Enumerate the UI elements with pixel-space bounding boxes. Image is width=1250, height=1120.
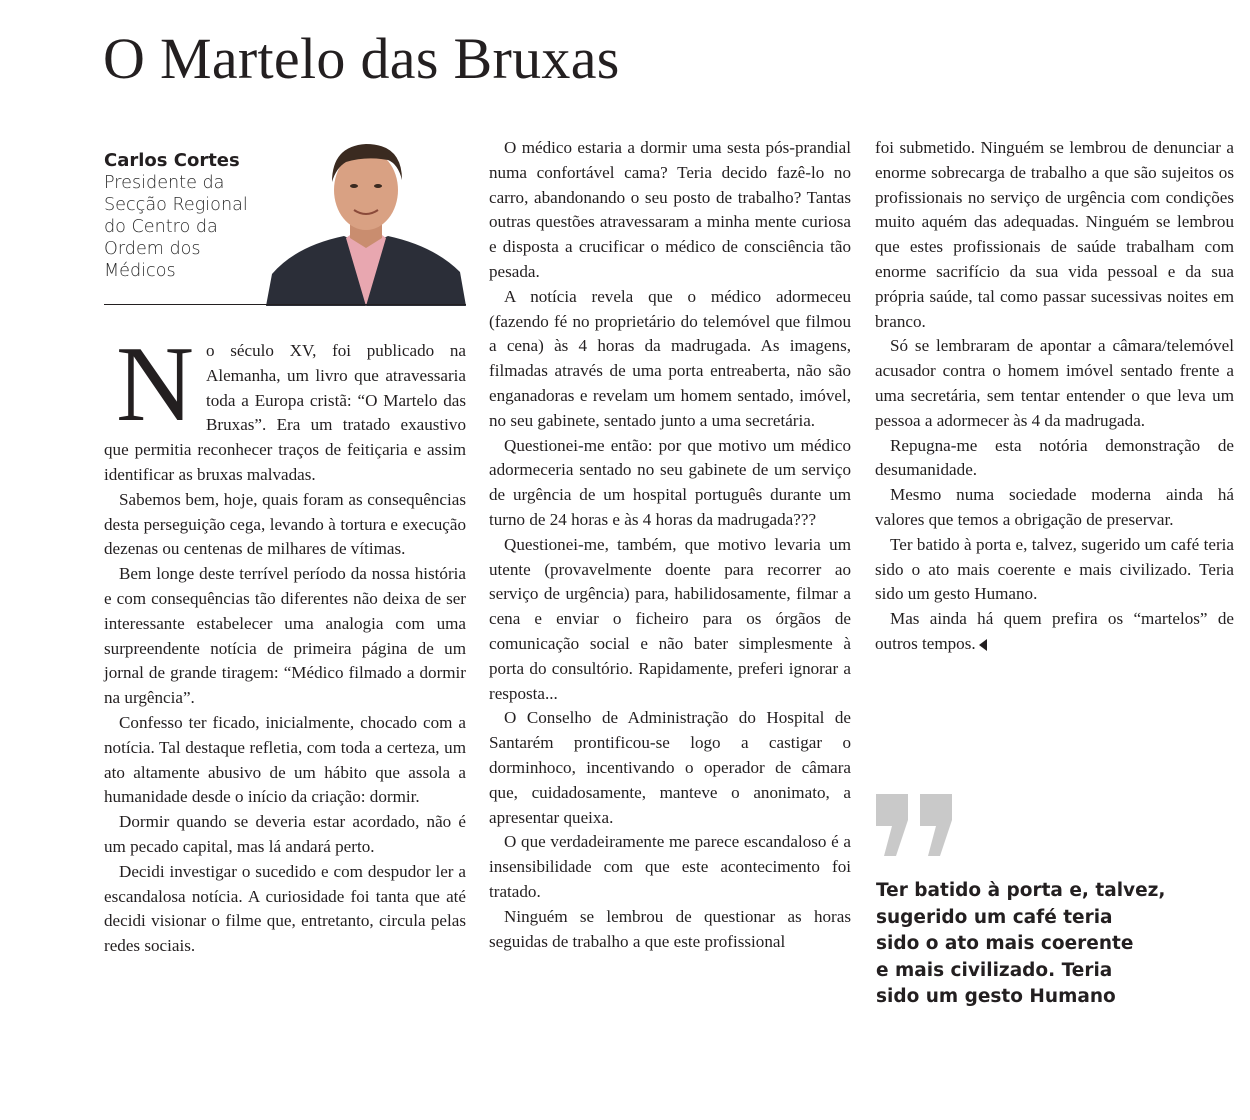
paragraph: Ninguém se lembrou de questionar as horas seguidas de trabalho a que este profissional bbox=[489, 906, 851, 951]
paragraph: Só se lembraram de apontar a câmara/telemóvel acusador contra o homem imóvel sentado frente a uma secretária, sem tentar entender o que leva um pessoa a adormecer às 4 da madrugada. bbox=[875, 336, 1234, 430]
paragraph: O que verdadeiramente me parece escandaloso é a insensibilidade com que este acontecimento foi tratado. bbox=[489, 832, 851, 901]
article-column-3 bbox=[875, 136, 1234, 657]
article-column-2 bbox=[489, 136, 851, 954]
paragraph: foi submetido. Ninguém se lembrou de denunciar a enorme sobrecarga de trabalho a que são sujeitos os profissionais no serviço de urgência com condições muito aquém das adequadas. Ninguém se lembrou que estes profissionais de saúde trabalham com enorme sacrifício da sua vida pessoal e da sua própria saúde, tal como passar sucessivas noites em branco. bbox=[875, 138, 1234, 331]
paragraph: Ter batido à porta e, talvez, sugerido um café teria sido o ato mais coerente e mais civilizado. Teria sido um gesto Humano. bbox=[875, 534, 1234, 604]
article-column-1 bbox=[104, 325, 466, 959]
paragraph: Confesso ter ficado, inicialmente, chocado com a notícia. Tal destaque refletia, com toda a certeza, um ato altamente abusivo de um hábito que assola a humanidade desde o início da criação: dormir. bbox=[104, 712, 466, 807]
paragraph: Dormir quando se deveria estar acordado, não é um pecado capital, mas lá andará perto. bbox=[104, 812, 466, 856]
author-photo bbox=[266, 134, 466, 306]
article-title: O Martelo das Bruxas bbox=[103, 26, 620, 91]
paragraph: Mesmo numa sociedade moderna ainda há valores que temos a obrigação de preservar. bbox=[875, 485, 1234, 529]
author-name: Carlos Cortes bbox=[104, 150, 240, 171]
paragraph: Decidi investigar o sucedido e com despudor ler a escandalosa notícia. A curiosidade foi tanta que até decidi visionar o filme que, entretanto, circula pelas redes sociais. bbox=[104, 861, 466, 956]
paragraph: Sabemos bem, hoje, quais foram as consequências desta perseguição cega, levando à tortura e execução dezenas ou centenas de milhares de vítimas. bbox=[104, 489, 466, 559]
closing-quote-icon bbox=[874, 794, 958, 856]
end-mark-icon bbox=[979, 639, 987, 651]
pull-quote: Ter batido à porta e, talvez, sugerido um café teria sido o ato mais coerente e mais civilizado. Teria sido um gesto Humano bbox=[876, 880, 1166, 1008]
paragraph: O Conselho de Administração do Hospital de Santarém prontificou-se logo a castigar o dorminhoco, incentivando o operador de câmara que, cuidadosamente, manteve o anonimato, a apresentar queixa. bbox=[489, 708, 851, 827]
paragraph: Bem longe deste terrível período da nossa história e com consequências tão diferentes não deixa de ser interessante estabelecer uma analogia com uma surpreendente notícia de primeira página de um jornal de grande tiragem: “Médico filmado a dormir na urgência”. bbox=[104, 564, 466, 708]
author-portrait-illustration bbox=[266, 134, 466, 306]
paragraph: Repugna-me esta notória demonstração de desumanidade. bbox=[875, 435, 1234, 480]
paragraph bbox=[875, 607, 1234, 657]
paragraph-text: o século XV, foi publicado na Alemanha, um livro que atravessaria toda a Europa cristã: “O Martelo das Bruxas”. Era um tratado exaustivo que permitia reconhecer traços de feitiçaria e assim identificar as bruxas malvadas. bbox=[104, 341, 466, 484]
author-divider bbox=[104, 304, 466, 305]
paragraph bbox=[104, 325, 466, 488]
author-role: Presidente da Secção Regional do Centro da Ordem dos Médicos bbox=[104, 173, 248, 281]
drop-cap: N bbox=[116, 325, 194, 444]
paragraph-text: Mas ainda há quem prefira os “martelos” de outros tempos. bbox=[875, 609, 1234, 653]
paragraph: O médico estaria a dormir uma sesta pós-prandial numa confortável cama? Teria decido fazê-lo no carro, abandonando o seu posto de trabalho? Tantas outras questões atravessaram a minha mente curiosa e disposta a crucificar o médico de consciência tão pesada. bbox=[489, 138, 851, 281]
paragraph: A notícia revela que o médico adormeceu (fazendo fé no proprietário do telemóvel que filmou a cena) às 4 horas da madrugada. As imagens, filmadas através de uma porta entreaberta, não são enganadoras e revelam um homem sentado, imóvel, no seu gabinete, sentado junto a uma secretária. bbox=[489, 286, 851, 430]
paragraph: Questionei-me então: por que motivo um médico adormeceria sentado no seu gabinete de um serviço de urgência de um hospital português durante um turno de 24 horas e às 4 horas da madrugada??? bbox=[489, 435, 851, 529]
paragraph: Questionei-me, também, que motivo levaria um utente (provavelmente doente para recorrer ao serviço de urgência) para, habilidosamente, filmar a cena e enviar o ficheiro para os órgãos de comunicação social e não bater simplesmente à porta do consultório. Rapidamente, preferi ignorar a resposta... bbox=[489, 534, 851, 703]
author-block bbox=[104, 150, 274, 282]
